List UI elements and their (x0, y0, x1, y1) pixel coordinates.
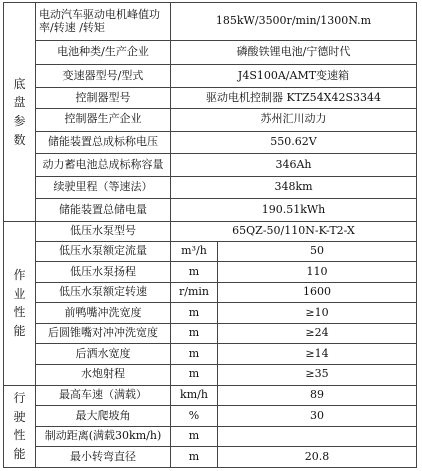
section-char: 数 (13, 132, 26, 147)
chassis-value: 苏州汇川动力 (171, 108, 417, 131)
chassis-label: 控制器型号 (36, 88, 171, 109)
chassis-label: 变速器型号/型式 (36, 64, 171, 88)
section-char: 性 (13, 428, 26, 443)
section-drive-label (7, 389, 32, 463)
chassis-value: 驱动电机控制器 KTZ54X42S3344 (171, 88, 417, 109)
work-value: ≥10 (218, 303, 417, 324)
chassis-label: 储能装置总成标称电压 (36, 131, 171, 154)
drive-unit: m (171, 447, 218, 468)
work-unit: m (171, 323, 218, 344)
chassis-label: 电池种类/生产企业 (36, 41, 171, 65)
drive-unit: % (171, 406, 218, 427)
chassis-value: 348km (171, 176, 417, 199)
section-char: 性 (13, 305, 26, 320)
section-char: 能 (13, 446, 26, 461)
drive-label: 最高车速（满载） (36, 385, 171, 406)
section-work-label (7, 266, 32, 340)
drive-unit: km/h (171, 385, 218, 406)
drive-label: 制动距离(满载30km/h) (36, 426, 171, 447)
work-label: 后洒水宽度 (36, 344, 171, 365)
section-char: 驶 (13, 409, 26, 424)
work-label: 低压水泵额定转速 (36, 282, 171, 303)
section-char: 业 (13, 286, 26, 301)
work-value: 110 (218, 262, 417, 283)
work-label: 前鸭嘴冲洗宽度 (36, 303, 171, 324)
section-chassis (4, 3, 36, 222)
drive-value: 30 (218, 406, 417, 427)
chassis-value: 190.51kWh (171, 199, 417, 222)
drive-value (218, 426, 417, 447)
work-value: ≥14 (218, 344, 417, 365)
chassis-value: 185kW/3500r/min/1300N.m (171, 3, 417, 41)
work-value: ≥35 (218, 364, 417, 385)
chassis-value: 磷酸铁锂电池/宁德时代 (171, 41, 417, 65)
work-unit: r/min (171, 282, 218, 303)
section-chassis-label (7, 75, 32, 149)
chassis-label: 动力蓄电池总成标称容量 (36, 154, 171, 177)
section-drive (4, 385, 36, 467)
chassis-label: 电动汽车驱动电机峰值功率/转速 /转矩 (36, 3, 171, 41)
work-value: ≥24 (218, 323, 417, 344)
chassis-label: 控制器生产企业 (36, 108, 171, 131)
chassis-value: 550.62V (171, 131, 417, 154)
chassis-label: 续驶里程（等速法） (36, 176, 171, 199)
section-char: 参 (13, 114, 26, 129)
drive-label: 最大爬坡角 (36, 406, 171, 427)
drive-value: 20.8 (218, 447, 417, 468)
work-label: 低压水泵扬程 (36, 262, 171, 283)
drive-label: 最小转弯直径 (36, 447, 171, 468)
work-unit: m (171, 262, 218, 283)
drive-unit: m (171, 426, 218, 447)
work-value: 1600 (218, 282, 417, 303)
section-char: 底 (13, 76, 26, 91)
chassis-label: 储能装置总储电量 (36, 199, 171, 222)
work-label: 低压水泵型号 (36, 222, 171, 242)
work-unit: m (171, 303, 218, 324)
spec-table (3, 2, 417, 468)
section-char: 行 (13, 391, 26, 406)
work-unit: m³/h (171, 241, 218, 262)
work-label: 水炮射程 (36, 364, 171, 385)
section-char: 作 (13, 268, 26, 283)
work-label: 低压水泵额定流量 (36, 241, 171, 262)
work-unit: m (171, 364, 218, 385)
work-value: 65QZ-50/110N-K-T2-X (171, 222, 417, 242)
work-unit: m (171, 344, 218, 365)
drive-value: 89 (218, 385, 417, 406)
work-value: 50 (218, 241, 417, 262)
chassis-value: 346Ah (171, 154, 417, 177)
section-work (4, 222, 36, 385)
chassis-value: J4S100A/AMT变速箱 (171, 64, 417, 88)
section-char: 能 (13, 323, 26, 338)
work-label: 后圆锥嘴对冲冲洗宽度 (36, 323, 171, 344)
section-char: 盘 (13, 95, 26, 110)
